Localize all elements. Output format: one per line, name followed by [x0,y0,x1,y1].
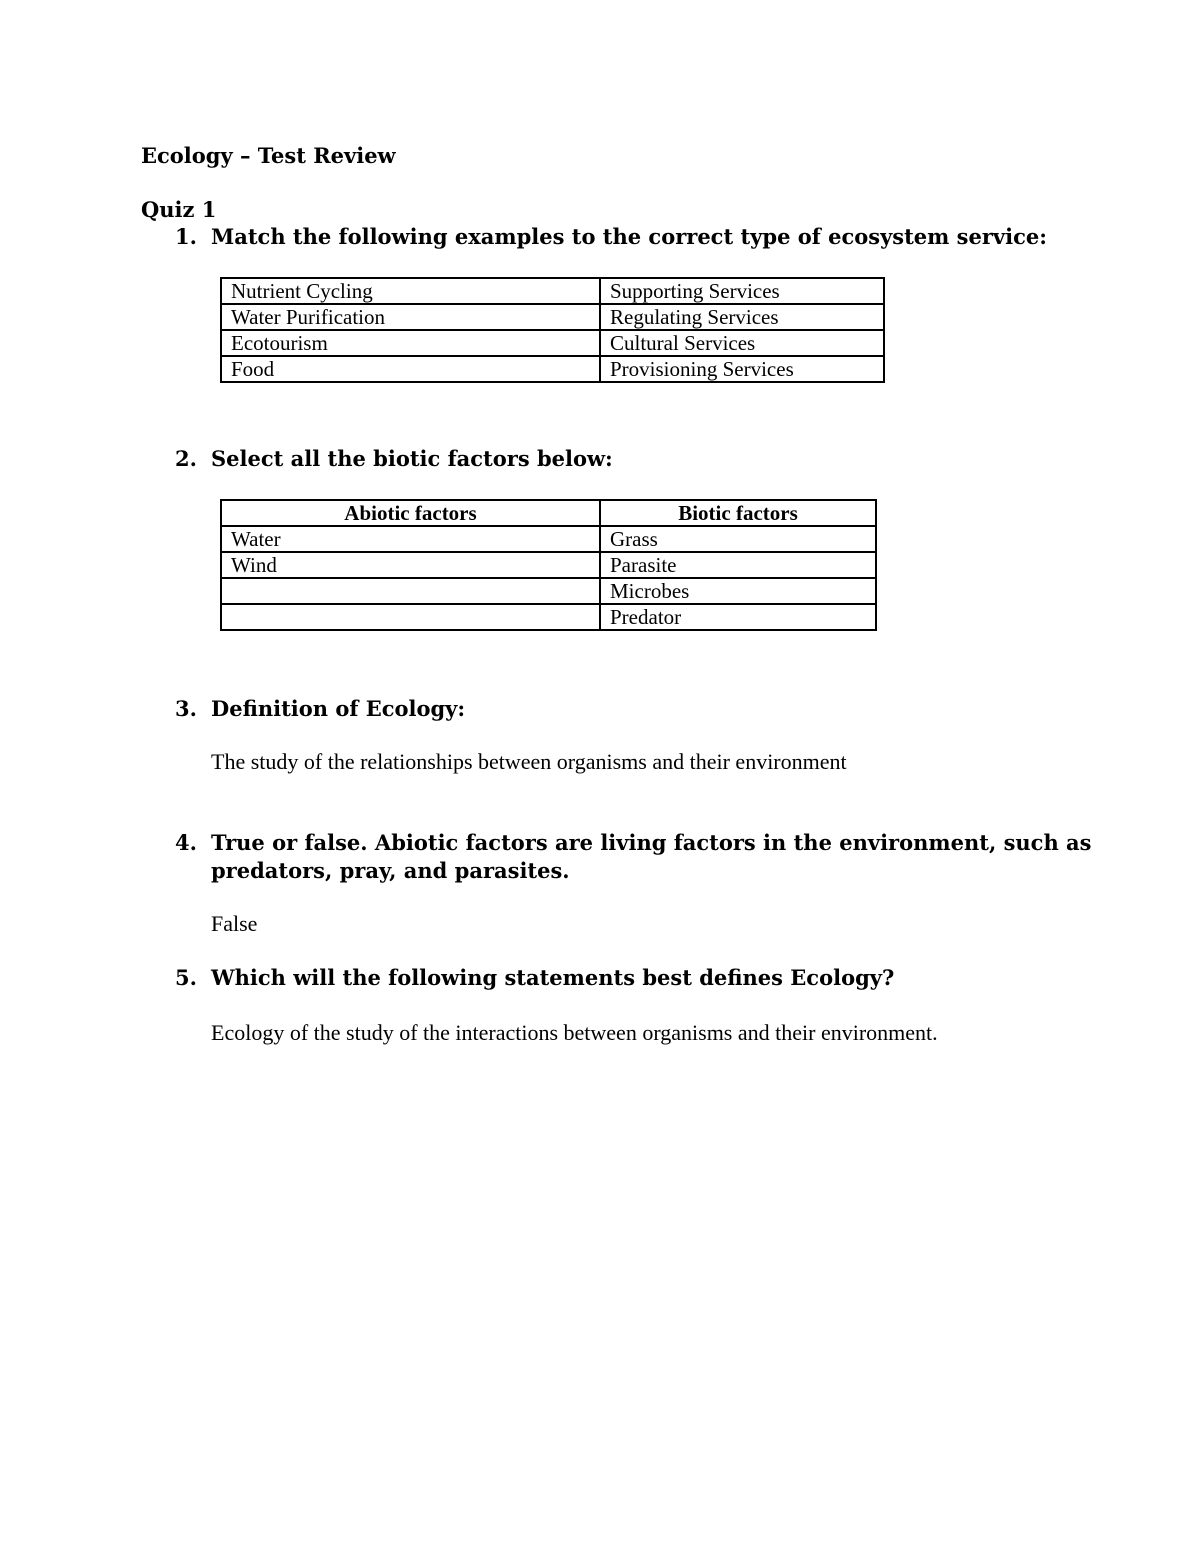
table-cell: Regulating Services [600,304,884,330]
column-header-abiotic: Abiotic factors [221,500,600,526]
question-3-number: 3. [175,696,197,721]
table-row [221,304,884,330]
question-4-prompt-line-2: predators, pray, and parasites. [211,858,570,883]
question-4-number: 4. [175,830,197,855]
biotic-factors-table [220,499,877,631]
table-row [221,552,876,578]
table-cell: Predator [600,604,876,630]
table-cell: Food [221,356,600,382]
table-cell: Supporting Services [600,278,884,304]
quiz-label: Quiz 1 [141,197,217,222]
question-5-answer: Ecology of the study of the interactions between organisms and their environment. [211,1020,938,1045]
table-cell: Cultural Services [600,330,884,356]
question-3-answer: The study of the relationships between organisms and their environment [211,749,847,774]
question-4-prompt-line-1: True or false. Abiotic factors are living factors in the environment, such as [211,830,1092,855]
ecosystem-services-table [220,277,885,383]
table-row [221,604,876,630]
table-cell: Microbes [600,578,876,604]
table-cell: Parasite [600,552,876,578]
table-cell [221,604,600,630]
question-4-answer: False [211,911,258,936]
table-row [221,356,884,382]
table-cell: Water Purification [221,304,600,330]
question-5-prompt: Which will the following statements best defines Ecology? [211,965,895,990]
question-2-number: 2. [175,446,197,471]
table-row [221,578,876,604]
question-1-number: 1. [175,224,197,249]
table-cell: Nutrient Cycling [221,278,600,304]
table-header-row [221,500,876,526]
table-row [221,330,884,356]
table-cell: Water [221,526,600,552]
table-cell: Ecotourism [221,330,600,356]
table-cell: Wind [221,552,600,578]
question-1-prompt: Match the following examples to the correct type of ecosystem service: [211,224,1048,249]
table-row [221,278,884,304]
question-3-prompt: Definition of Ecology: [211,696,466,721]
column-header-biotic: Biotic factors [600,500,876,526]
question-5-number: 5. [175,965,197,990]
table-row [221,526,876,552]
table-cell: Grass [600,526,876,552]
table-cell: Provisioning Services [600,356,884,382]
question-2-prompt: Select all the biotic factors below: [211,446,613,471]
document-title: Ecology – Test Review [141,143,396,168]
table-cell [221,578,600,604]
